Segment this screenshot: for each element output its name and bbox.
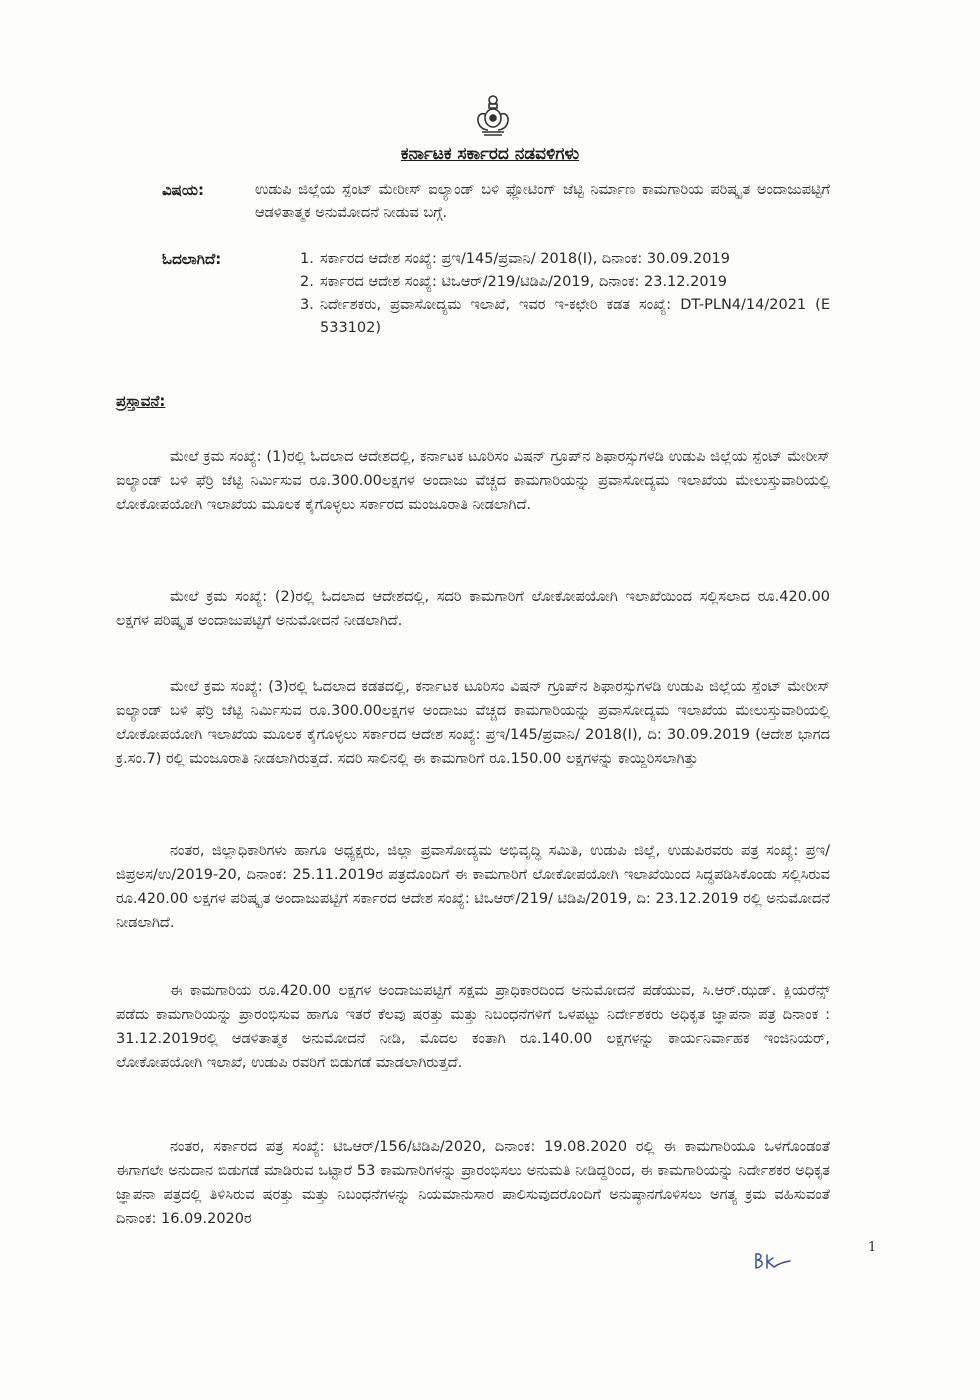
- paragraph: ಮೇಲೆ ಕ್ರಮ ಸಂಖ್ಯೆ: (3)ರಲ್ಲಿ ಓದಲಾದ ಕಡತದಲ್ಲಿ, ಕರ್ನಾಟಕ ಟೂರಿಸಂ ವಿಷನ್ ಗ್ರೂಪ್‌ನ ಶಿಫಾರಸ್ಸುಗಳಡಿ ಉಡುಪಿ ಜಿಲ್ಲೆಯ ಸ್ಪೆಂಟ್ ಮೇರೀಸ್ ಐಲ್ಯಾಂಡ್ ಬಳಿ ಫೆರ್ರಿ ಜೆಟ್ಟಿ ನಿರ್ಮಿಸುವ ರೂ.300.00ಲಕ್ಷಗಳ ಅಂದಾಜು ವೆಚ್ಚದ ಕಾಮಗಾರಿಯನ್ನು ಪ್ರವಾಸೋದ್ಯಮ ಇಲಾಖೆಯ ಮೇಲುಸ್ತುವಾರಿಯಲ್ಲಿ ಲೋಕೋಪಯೋಗಿ ಇಲಾಖೆಯ ಮೂಲಕ ಕೈಗೊಳ್ಳಲು ಸರ್ಕಾರದ ಆದೇಶ ಸಂಖ್ಯೆ: ಪ್ರಇ/145/ಪ್ರವಾನಿ/ 2018(I), ದಿ: 30.09.2019 (ಆದೇಶ ಭಾಗದ ಕ್ರ.ಸಂ.7) ರಲ್ಲಿ ಮಂಜೂರಾತಿ ನೀಡಲಾಗಿರುತ್ತದೆ. ಸದರಿ ಸಾಲಿನಲ್ಲಿ ಈ ಕಾಮಗಾರಿಗೆ ರೂ.150.00 ಲಕ್ಷಗಳನ್ನು ಕಾಯ್ದಿರಿಸಲಾಗಿತ್ತು: [116, 678, 830, 767]
- paragraph: ಮೇಲೆ ಕ್ರಮ ಸಂಖ್ಯೆ: (1)ರಲ್ಲಿ ಓದಲಾದ ಆದೇಶದಲ್ಲಿ, ಕರ್ನಾಟಕ ಟೂರಿಸಂ ವಿಷನ್ ಗ್ರೂಪ್‌ನ ಶಿಫಾರಸ್ಸುಗಳಡಿ ಉಡುಪಿ ಜಿಲ್ಲೆಯ ಸ್ಪೆಂಟ್ ಮೇರೀಸ್ ಐಲ್ಯಾಂಡ್ ಬಳಿ ಫೆರ್ರಿ ಜೆಟ್ಟಿ ನಿರ್ಮಿಸುವ ರೂ.300.00ಲಕ್ಷಗಳ ಅಂದಾಜು ವೆಚ್ಚದ ಕಾಮಗಾರಿಯನ್ನು ಪ್ರವಾಸೋದ್ಯಮ ಇಲಾಖೆಯ ಮೇಲುಸ್ತುವಾರಿಯಲ್ಲಿ ಲೋಕೋಪಯೋಗಿ ಇಲಾಖೆಯ ಮೂಲಕ ಕೈಗೊಳ್ಳಲು ಸರ್ಕಾರದ ಮಂಜೂರಾತಿ ನೀಡಲಾಗಿದೆ.: [116, 448, 830, 513]
- reference-text: ಸರ್ಕಾರದ ಆದೇಶ ಸಂಖ್ಯೆ: ಪ್ರಇ/145/ಪ್ರವಾನಿ/ 2018(I), ದಿನಾಂಕ: 30.09.2019: [320, 251, 730, 267]
- preamble-heading: ಪ್ರಸ್ತಾವನೆ:: [116, 392, 166, 410]
- paragraph: ಈ ಕಾಮಗಾರಿಯ ರೂ.420.00 ಲಕ್ಷಗಳ ಅಂದಾಜುಪಟ್ಟಿಗೆ ಸಕ್ಷಮ ಪ್ರಾಧಿಕಾರದಿಂದ ಅನುಮೋದನೆ ಪಡೆಯುವ, ಸಿ.ಆರ್.ಝಡ್. ಕ್ಲಿಯರೆನ್ಸ್ ಪಡೆದು ಕಾಮಗಾರಿಯನ್ನು ಪ್ರಾರಂಭಿಸುವ ಹಾಗೂ ಇತರೆ ಕೆಲವು ಷರತ್ತು ಮತ್ತು ನಿಬಂಧನೆಗಳಿಗೆ ಒಳಪಟ್ಟು ನಿರ್ದೇಶಕರು ಅಧಿಕೃತ ಜ್ಞಾಪನಾ ಪತ್ರ ದಿನಾಂಕ : 31.12.2019ರಲ್ಲಿ ಆಡಳಿತಾತ್ಮಕ ಅನುಮೋದನೆ ನೀಡಿ, ಮೊದಲ ಕಂತಾಗಿ ರೂ.140.00 ಲಕ್ಷಗಳನ್ನು ಕಾರ್ಯನಿರ್ವಾಹಕ ಇಂಜಿನಿಯರ್, ಲೋಕೋಪಯೋಗಿ ಇಲಾಖೆ, ಉಡುಪಿ ರವರಿಗೆ ಬಿಡುಗಡೆ ಮಾಡಲಾಗಿರುತ್ತದೆ.: [116, 982, 830, 1071]
- reference-text: ನಿರ್ದೇಶಕರು, ಪ್ರವಾಸೋದ್ಯಮ ಇಲಾಖೆ, ಇವರ ಇ-ಕಛೇರಿ ಕಡತ ಸಂಖ್ಯೆ: DT-PLN4/14/2021 (E 533102): [320, 297, 830, 336]
- references-list: [162, 248, 830, 340]
- handwritten-initials-signature: [752, 1250, 792, 1272]
- reference-item: [300, 248, 830, 271]
- references-block: [162, 248, 830, 340]
- reference-item: [300, 271, 830, 294]
- paragraph: ನಂತರ, ಸರ್ಕಾರದ ಪತ್ರ ಸಂಖ್ಯೆ: ಟಿಒಆರ್/156/ಟಿಡಿಪಿ/2020, ದಿನಾಂಕ: 19.08.2020 ರಲ್ಲಿ ಈ ಕಾಮಗಾರಿಯೂ ಒಳಗೊಂಡಂತೆ ಈಗಾಗಲೇ ಅನುದಾನ ಬಿಡುಗಡೆ ಮಾಡಿರುವ ಒಟ್ಟಾರೆ 53 ಕಾಮಗಾರಿಗಳನ್ನು ಪ್ರಾರಂಭಿಸಲು ಅನುಮತಿ ನೀಡಿದ್ದರಿಂದ, ಈ ಕಾಮಗಾರಿಯನ್ನು ನಿರ್ದೇಶಕರ ಅಧಿಕೃತ ಜ್ಞಾಪನಾ ಪತ್ರದಲ್ಲಿ ತಿಳಿಸಿರುವ ಷರತ್ತು ಮತ್ತು ನಿಬಂಧನೆಗಳನ್ನು ನಿಯಮಾನುಸಾರ ಪಾಲಿಸುವುದರೊಂದಿಗೆ ಅನುಷ್ಠಾನಗೊಳಿಸಲು ಅಗತ್ಯ ಕ್ರಮ ವಹಿಸುವಂತೆ ದಿನಾಂಕ: 16.09.2020ರ: [116, 1138, 830, 1227]
- document-title: ಕರ್ನಾಟಕ ಸರ್ಕಾರದ ನಡವಳಿಗಳು: [400, 144, 580, 164]
- reference-number: 2.: [300, 274, 314, 290]
- page-number: 1: [868, 1240, 877, 1255]
- reference-number: 1.: [300, 251, 314, 267]
- reference-item: [300, 294, 830, 340]
- references-label: ಓದಲಾಗಿದೆ:: [162, 250, 222, 268]
- reference-text: ಸರ್ಕಾರದ ಆದೇಶ ಸಂಖ್ಯೆ: ಟಿಒಆರ್/219/ಟಿಡಿಪಿ/2019, ದಿನಾಂಕ: 23.12.2019: [320, 274, 728, 290]
- reference-number: 3.: [300, 297, 314, 313]
- karnataka-emblem-icon: [470, 92, 516, 138]
- paragraph: ಮೇಲೆ ಕ್ರಮ ಸಂಖ್ಯೆ: (2)ರಲ್ಲಿ ಓದಲಾದ ಆದೇಶದಲ್ಲಿ, ಸದರಿ ಕಾಮಗಾರಿಗೆ ಲೋಕೋಪಯೋಗಿ ಇಲಾಖೆಯಿಂದ ಸಲ್ಲಿಸಲಾದ ರೂ.420.00 ಲಕ್ಷಗಳ ಪರಿಷ್ಕೃತ ಅಂದಾಜುಪಟ್ಟಿಗೆ ಅನುಮೋದನೆ ನೀಡಲಾಗಿದೆ.: [116, 588, 830, 629]
- subject-block: [162, 179, 830, 225]
- paragraph: ನಂತರ, ಜಿಲ್ಲಾಧಿಕಾರಿಗಳು ಹಾಗೂ ಅಧ್ಯಕ್ಷರು, ಜಿಲ್ಲಾ ಪ್ರವಾಸೋದ್ಯಮ ಅಭಿವೃದ್ಧಿ ಸಮಿತಿ, ಉಡುಪಿ ಜಿಲ್ಲೆ, ಉಡುಪಿರವರು ಪತ್ರ ಸಂಖ್ಯೆ: ಪ್ರಇ/ಜಿಪ್ರಅಸ/ಉ/2019-20, ದಿನಾಂಕ: 25.11.2019ರ ಪತ್ರದೊಂದಿಗೆ ಈ ಕಾಮಗಾರಿಗೆ ಲೋಕೋಪಯೋಗಿ ಇಲಾಖೆಯಿಂದ ಸಿದ್ಧಪಡಿಸಿಕೊಂಡು ಸಲ್ಲಿಸಿರುವ ರೂ.420.00 ಲಕ್ಷಗಳ ಪರಿಷ್ಕೃತ ಅಂದಾಜುಪಟ್ಟಿಗೆ ಸರ್ಕಾರದ ಆದೇಶ ಸಂಖ್ಯೆ: ಟಿಒಆರ್/219/ ಟಿಡಿಪಿ/2019, ದಿ: 23.12.2019 ರಲ್ಲಿ ಅನುಮೋದನೆ ನೀಡಲಾಗಿದೆ.: [116, 842, 830, 931]
- subject-text: ಉಡುಪಿ ಜಿಲ್ಲೆಯ ಸ್ಪೆಂಟ್ ಮೇರೀಸ್ ಐಲ್ಯಾಂಡ್ ಬಳಿ ಫ್ಲೋಟಿಂಗ್ ಜೆಟ್ಟಿ ನಿರ್ಮಾಣ ಕಾಮಗಾರಿಯ ಪರಿಷ್ಕೃತ ಅಂದಾಜುಪಟ್ಟಿಗೆ ಆಡಳಿತಾತ್ಮಕ ಅನುಮೋದನೆ ನೀಡುವ ಬಗ್ಗೆ.: [255, 182, 830, 221]
- subject-label: ವಿಷಯ:: [162, 181, 204, 199]
